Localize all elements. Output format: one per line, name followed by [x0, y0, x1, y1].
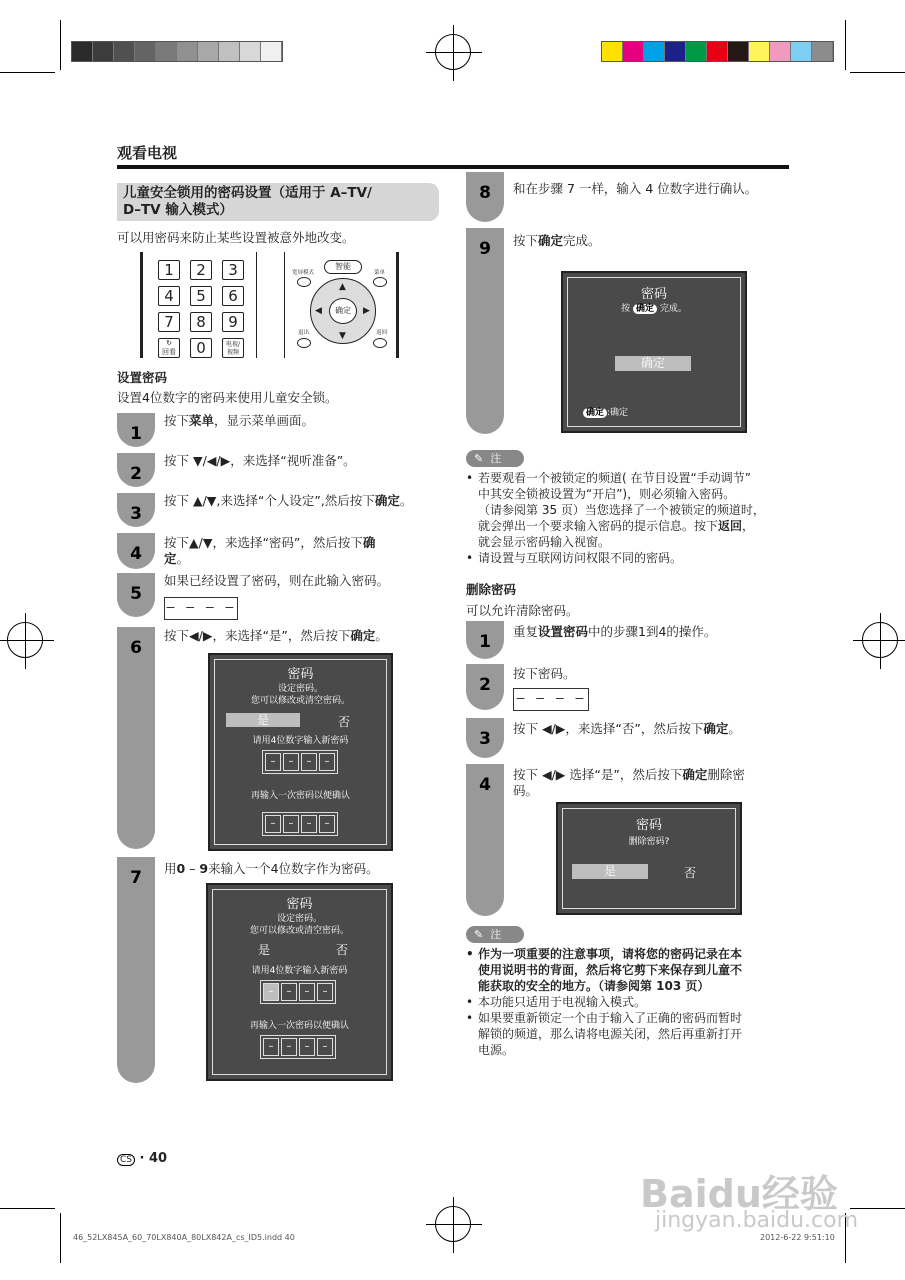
smart-button[interactable]: 智能	[324, 260, 362, 274]
crop-mark	[850, 72, 905, 73]
remote-edge-left	[140, 252, 143, 358]
note-line: 解锁的频道，那么请将电源关闭，然后再重新打开	[478, 1027, 743, 1041]
step-text-bold: 定	[164, 551, 177, 566]
note-label: 注	[490, 928, 502, 941]
digit-slot: –	[301, 753, 317, 771]
step-number: 2	[479, 675, 491, 695]
step-text-part: 按下	[164, 413, 190, 428]
grayscale-bar	[71, 41, 283, 62]
step-tab	[117, 453, 155, 487]
digit-slot: –	[299, 983, 315, 1001]
digit-slot-active: –	[263, 983, 279, 1001]
color-swatch	[707, 42, 728, 61]
step-tab	[466, 718, 504, 758]
screen-line: 您可以修改或清空密码。	[250, 696, 350, 706]
step-tab	[466, 621, 504, 659]
note-line: 电源。	[478, 1043, 515, 1057]
color-bar	[601, 41, 834, 62]
no-option[interactable]: 否	[684, 866, 697, 880]
step-text-part: –	[185, 861, 200, 876]
key-3[interactable]: 3	[222, 260, 244, 280]
gray-swatch	[156, 42, 177, 61]
new-password-digits[interactable]	[260, 980, 336, 1004]
step-text-bold: 确定	[350, 628, 376, 643]
note-line: 若要观看一个被锁定的频道( 在节目设置“手动调节”	[478, 471, 751, 485]
key-2[interactable]: 2	[190, 260, 212, 280]
dpad[interactable]	[310, 278, 376, 344]
step-text	[513, 624, 716, 640]
step-number: 9	[479, 239, 491, 259]
section-heading	[117, 183, 439, 221]
new-password-label: 请用4位数字输入新密码	[251, 966, 348, 976]
digit-slot: –	[319, 815, 335, 833]
note-label: 注	[490, 452, 502, 465]
step-text	[164, 573, 389, 589]
heading-line-2: D–TV 输入模式）	[123, 202, 233, 218]
note-line: 使用说明书的背面，然后将它剪下来保存到儿童不	[478, 963, 743, 977]
eco-button[interactable]	[297, 277, 311, 287]
color-swatch	[686, 42, 707, 61]
header-rule	[117, 165, 789, 169]
section-title: 观看电视	[117, 144, 178, 162]
step-number: 1	[479, 632, 491, 652]
screen-line	[563, 303, 745, 315]
digit-slot: –	[263, 1038, 279, 1056]
step-text-part: 码。	[513, 783, 539, 798]
menu-button[interactable]	[373, 277, 387, 287]
remote-edge-right	[396, 252, 399, 358]
step-text-part: 完成。	[563, 233, 601, 248]
step-text-bold: 菜单	[189, 413, 215, 428]
up-arrow-icon[interactable]: ▲	[339, 282, 346, 292]
step-tab	[117, 413, 155, 447]
step-text-bold: 确定	[374, 493, 400, 508]
note-item	[466, 1010, 794, 1058]
digit-slot: –	[319, 753, 335, 771]
crop-mark	[60, 20, 61, 70]
step-text-bold: 确	[362, 535, 376, 550]
crop-mark	[60, 1213, 61, 1263]
page-footer	[117, 1151, 167, 1166]
step-text-part: 用	[164, 861, 177, 876]
notes-list-2	[466, 946, 794, 1058]
yes-option[interactable]: 是	[572, 864, 648, 879]
step-text-part: 。	[728, 721, 741, 736]
step-text-bold: 设置密码	[538, 624, 589, 639]
delete-question: 删除密码?	[628, 837, 670, 847]
remote-divider	[256, 252, 257, 358]
step-tab	[117, 493, 155, 527]
step-text	[164, 861, 379, 877]
step-text-part: 按下 ◀/▶ 选择“是”，然后按下	[513, 767, 683, 782]
return-key[interactable]	[158, 338, 180, 358]
step-text	[513, 721, 741, 737]
registration-mark	[7, 622, 43, 658]
note-line: 就会显示密码输入视窗。	[478, 535, 611, 549]
step-text-part: 按下 ◀/▶，来选择“否”，然后按下	[513, 721, 704, 736]
step-text-part: 按下◀/▶，来选择“是”，然后按下	[164, 628, 351, 643]
color-swatch	[623, 42, 644, 61]
digit-slot: –	[283, 815, 299, 833]
password-entry-box[interactable]: – – – –	[513, 688, 589, 711]
color-swatch	[812, 42, 833, 61]
step-text-part: 中的步骤1到4的操作。	[588, 624, 717, 639]
step-text	[513, 233, 601, 249]
step-tab	[466, 228, 504, 434]
note-item: • 请设置与互联网访问权限不同的密码。	[466, 550, 792, 566]
password-entry-box[interactable]: – – – –	[164, 597, 238, 620]
digit-slot: –	[299, 1038, 315, 1056]
step-tab	[117, 857, 155, 1083]
remote-illustration	[140, 252, 405, 360]
password-screen-step9	[561, 271, 747, 433]
step-number: 6	[130, 638, 142, 658]
no-option[interactable]: 否	[338, 715, 351, 729]
screen-title: 密码	[640, 287, 667, 302]
gray-swatch	[72, 42, 93, 61]
step-text-bold: 确定	[538, 233, 564, 248]
note-item: • 本功能只适用于电视输入模式。	[466, 994, 794, 1010]
step-text-part: 。	[399, 493, 413, 508]
note-line: 就会弹出一个要求输入密码的提示信息。按下	[478, 519, 719, 533]
step-text-part: ，显示菜单画面。	[214, 413, 315, 428]
step-text-bold: 0	[176, 861, 186, 876]
notes-list-1	[466, 470, 792, 566]
gray-swatch	[261, 42, 282, 61]
screen-title: 密码	[635, 818, 662, 833]
color-swatch	[770, 42, 791, 61]
gray-swatch	[114, 42, 135, 61]
digit-slot: –	[265, 815, 281, 833]
color-swatch	[602, 42, 623, 61]
file-name: 46_52LX845A_60_70LX840A_80LX842A_cs_ID5.indd 40	[73, 1233, 295, 1242]
step-text-bold: 确定	[703, 721, 729, 736]
crop-mark	[845, 20, 846, 70]
step-number: 8	[479, 183, 491, 203]
delete-password-heading: 删除密码	[466, 582, 517, 597]
digit-slot: –	[317, 1038, 333, 1056]
screen-line: 设定密码。	[277, 684, 323, 694]
step-text-part: 重复	[513, 624, 539, 639]
step-number: 4	[130, 544, 142, 564]
pencil-icon: ✎	[474, 928, 484, 941]
key-5[interactable]: 5	[190, 286, 212, 306]
gray-swatch	[93, 42, 114, 61]
yes-option[interactable]: 是	[258, 943, 271, 957]
note-line: 中其安全锁被设置为“开启”)，则必须输入密码。	[478, 487, 736, 501]
key-1[interactable]: 1	[158, 260, 180, 280]
step-text: 按下密码。	[513, 666, 576, 681]
tv-video-key[interactable]: 电视/视频	[222, 338, 244, 358]
step-text-bold: 9	[199, 861, 209, 876]
key-0[interactable]: 0	[190, 338, 212, 358]
step-number: 2	[130, 464, 142, 484]
pencil-icon: ✎	[474, 452, 484, 465]
note-line: 作为一项重要的注意事项，请将您的密码记录在本	[478, 947, 743, 961]
step-text-bold: 确定	[682, 767, 708, 782]
print-date: 2012-6-22 9:51:10	[760, 1233, 835, 1242]
new-password-digits[interactable]	[262, 750, 338, 774]
step-tab	[466, 172, 504, 222]
intro-text: 可以用密码来防止某些设置被意外地改变。	[117, 230, 355, 245]
language-badge: CS	[117, 1154, 135, 1166]
step-number: 5	[130, 584, 142, 604]
step-text	[513, 767, 793, 799]
registration-mark	[862, 622, 898, 658]
color-swatch	[728, 42, 749, 61]
password-screen-step6	[208, 653, 393, 851]
digit-slot: –	[301, 815, 317, 833]
password-screen-step7	[206, 883, 393, 1081]
eco-label: 宽屏模式	[292, 270, 315, 276]
note-line: 如果要重新锁定一个由于输入了正确的密码而暂时	[478, 1011, 743, 1025]
note-line: 能获取的安全的地方。（请参阅第 103 页）	[478, 979, 710, 993]
exit-button[interactable]	[297, 338, 311, 348]
screen-line: 您可以修改或清空密码。	[249, 926, 349, 936]
registration-mark	[435, 1206, 471, 1242]
heading-line-1: 儿童安全锁用的密码设置（适用于 A–TV/	[123, 185, 372, 201]
digit-slot: –	[283, 753, 299, 771]
yes-option[interactable]: 是	[226, 713, 300, 727]
step-text	[164, 493, 412, 509]
note-item	[466, 470, 792, 550]
confirm-password-digits[interactable]	[262, 812, 338, 836]
note-tag	[466, 926, 524, 943]
digit-slot: –	[281, 983, 297, 1001]
step-number: 4	[479, 775, 491, 795]
key-7[interactable]: 7	[158, 312, 180, 332]
step-tab	[466, 764, 504, 916]
note-tag	[466, 450, 524, 467]
color-swatch	[644, 42, 665, 61]
step-text-part: 按下▲/▼，来选择“密码”，然后按下	[164, 535, 363, 550]
ok-badge: 确定	[583, 408, 607, 418]
screen-title: 密码	[287, 667, 314, 682]
delete-password-screen	[556, 802, 742, 915]
gray-swatch	[240, 42, 261, 61]
gray-swatch	[135, 42, 156, 61]
gray-swatch	[177, 42, 198, 61]
right-arrow-icon[interactable]: ▶	[363, 306, 370, 316]
confirm-password-digits[interactable]	[260, 1035, 336, 1059]
back-button[interactable]	[373, 338, 387, 348]
step-text-part: 删除密	[707, 767, 745, 782]
step-text-part: 。	[375, 628, 388, 643]
left-arrow-icon[interactable]: ◀	[315, 306, 322, 316]
no-option[interactable]: 否	[336, 943, 349, 957]
watermark-logo: Baidu经验	[640, 1172, 838, 1216]
step-text-part: 来输入一个4位数字作为密码。	[208, 861, 379, 876]
key-9[interactable]: 9	[222, 312, 244, 332]
screen-title: 密码	[286, 897, 313, 912]
back-label: 返回	[376, 330, 388, 336]
menu-label: 菜单	[374, 270, 386, 276]
key-4[interactable]: 4	[158, 286, 180, 306]
digit-slot: –	[317, 983, 333, 1001]
step-text	[164, 535, 434, 567]
crop-mark	[0, 1208, 55, 1209]
footer-text: :确定	[607, 408, 629, 418]
step-number: 3	[479, 729, 491, 749]
key-8[interactable]: 8	[190, 312, 212, 332]
remote-divider	[284, 252, 285, 358]
digit-slot: –	[265, 753, 281, 771]
note-line: （请参阅第 35 页）当您选择了一个被锁定的频道时，	[478, 503, 765, 517]
step-text	[164, 628, 388, 644]
step-tab	[466, 664, 504, 710]
separator: ·	[139, 1151, 145, 1166]
step-text-part: 按下 ▲/▼,来选择“个人设定”,然后按下	[164, 493, 375, 508]
step-text-part: 按下	[513, 233, 539, 248]
watermark-url: jingyan.baidu.com	[655, 1208, 859, 1233]
screen-line: 设定密码。	[276, 914, 322, 924]
gray-swatch	[198, 42, 219, 61]
page-number: 40	[149, 1151, 168, 1166]
confirm-password-label: 再输入一次密码以便确认	[250, 791, 350, 801]
step-text-part: 按下 ▼/◀/▶，来选择“视听准备”。	[164, 453, 356, 468]
note-line: ，	[742, 519, 755, 533]
step-number: 3	[130, 504, 142, 524]
step-tab	[117, 573, 155, 617]
return-icon: ↻	[166, 339, 172, 347]
crop-mark	[0, 72, 55, 73]
return-key-label: 回看	[162, 348, 176, 356]
color-swatch	[665, 42, 686, 61]
crop-mark	[850, 1208, 905, 1209]
done-text: 完成。	[659, 304, 687, 314]
digit-slot: –	[281, 1038, 297, 1056]
set-password-intro: 设置4位数字的密码来使用儿童安全锁。	[117, 390, 338, 405]
exit-label: 退出	[298, 330, 310, 336]
step-text	[164, 453, 356, 469]
note-item	[466, 946, 794, 994]
color-swatch	[791, 42, 812, 61]
set-password-heading: 设置密码	[117, 370, 168, 385]
step-text: 和在步骤 7 一样，输入 4 位数字进行确认。	[513, 181, 758, 196]
down-arrow-icon[interactable]: ▼	[339, 331, 346, 341]
registration-mark	[435, 34, 471, 70]
press-text: 按	[621, 304, 631, 314]
color-swatch	[749, 42, 770, 61]
gray-swatch	[219, 42, 240, 61]
step-number: 7	[130, 868, 142, 888]
note-bold: 返回	[718, 519, 743, 533]
step-text-part: 。	[176, 551, 190, 566]
confirm-password-label: 再输入一次密码以便确认	[249, 1021, 349, 1031]
ok-badge: 确定	[633, 304, 657, 314]
screen-footer	[583, 407, 745, 419]
step-tab	[117, 533, 155, 569]
key-6[interactable]: 6	[222, 286, 244, 306]
new-password-label: 请用4位数字输入新密码	[252, 736, 349, 746]
step-number: 1	[130, 424, 142, 444]
step-text-part: 如果已经设置了密码，则在此输入密码。	[164, 573, 390, 588]
ok-button[interactable]: 确定	[615, 356, 691, 371]
step-tab	[117, 627, 155, 849]
ok-button[interactable]: 确定	[329, 298, 357, 324]
delete-password-intro: 可以允许清除密码。	[466, 603, 579, 618]
step-text	[164, 413, 314, 429]
